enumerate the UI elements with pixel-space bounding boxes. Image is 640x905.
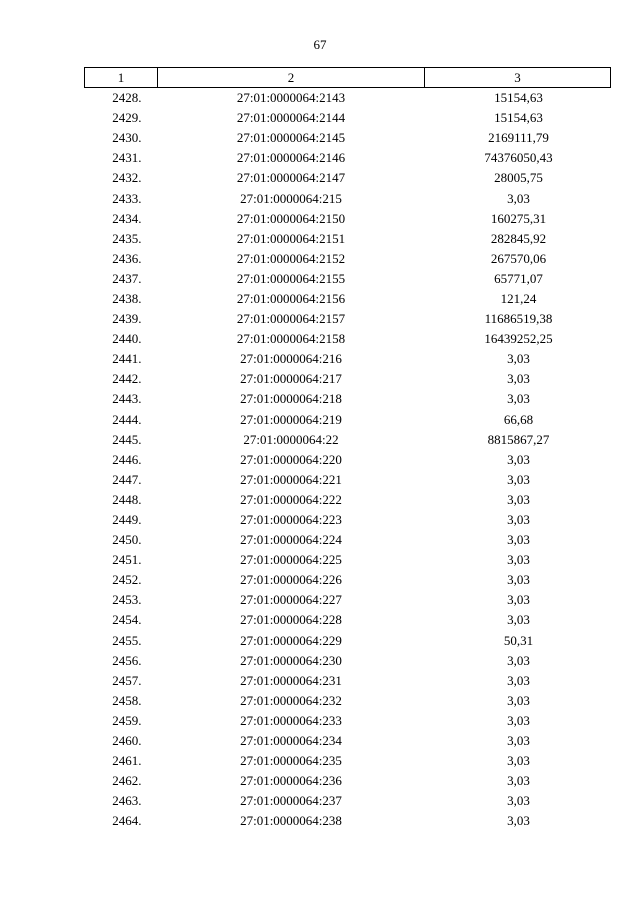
row-value: 2169111,79 <box>488 130 549 146</box>
table-row <box>85 510 611 530</box>
cadastral-table <box>84 67 610 831</box>
row-value: 11686519,38 <box>484 311 553 327</box>
table-row <box>85 691 611 711</box>
cadastral-number: 27:01:0000064:225 <box>240 552 342 568</box>
row-number: 2436. <box>112 250 142 266</box>
cadastral-number: 27:01:0000064:22 <box>243 431 339 447</box>
row-number: 2438. <box>112 290 142 306</box>
table-row <box>85 470 611 490</box>
table-row <box>85 148 611 168</box>
row-number: 2449. <box>112 512 142 528</box>
row-value: 15154,63 <box>494 110 543 126</box>
row-number: 2437. <box>112 270 142 286</box>
table-row <box>85 731 611 751</box>
cadastral-number: 27:01:0000064:2146 <box>236 150 346 166</box>
row-number: 2457. <box>112 672 142 688</box>
row-value: 3,03 <box>507 572 530 588</box>
row-number: 2448. <box>112 491 142 507</box>
row-number: 2450. <box>112 532 142 548</box>
row-number: 2464. <box>112 813 142 829</box>
cadastral-number: 27:01:0000064:220 <box>240 451 342 467</box>
cadastral-number: 27:01:0000064:226 <box>240 572 342 588</box>
table-row <box>85 450 611 470</box>
cadastral-number: 27:01:0000064:229 <box>240 632 342 648</box>
cadastral-number: 27:01:0000064:236 <box>240 773 342 789</box>
row-number: 2433. <box>112 190 142 206</box>
row-value: 3,03 <box>507 532 530 548</box>
cadastral-number: 27:01:0000064:2156 <box>236 290 346 306</box>
row-value: 3,03 <box>507 712 530 728</box>
cadastral-number: 27:01:0000064:2143 <box>236 90 346 106</box>
row-number: 2447. <box>112 471 142 487</box>
table-row <box>85 631 611 651</box>
header-row <box>85 68 611 88</box>
cadastral-number: 27:01:0000064:221 <box>240 471 342 487</box>
row-number: 2442. <box>112 371 142 387</box>
row-number: 2462. <box>112 773 142 789</box>
cadastral-number: 27:01:0000064:231 <box>240 672 342 688</box>
row-value: 3,03 <box>507 612 530 628</box>
cadastral-number: 27:01:0000064:2155 <box>236 270 346 286</box>
table-row <box>85 711 611 731</box>
row-value: 3,03 <box>507 793 530 809</box>
row-number: 2458. <box>112 692 142 708</box>
cadastral-number: 27:01:0000064:2150 <box>236 210 346 226</box>
cadastral-number: 27:01:0000064:2157 <box>236 311 346 327</box>
row-value: 3,03 <box>507 672 530 688</box>
column-header-1: 1 <box>85 68 158 88</box>
table-row <box>85 570 611 590</box>
cadastral-number: 27:01:0000064:227 <box>240 592 342 608</box>
row-value: 15154,63 <box>494 90 543 106</box>
row-value: 3,03 <box>507 391 530 407</box>
table-row <box>85 108 611 128</box>
row-value: 3,03 <box>507 451 530 467</box>
cadastral-number: 27:01:0000064:237 <box>240 793 342 809</box>
row-number: 2440. <box>112 331 142 347</box>
table-row <box>85 610 611 630</box>
table-row <box>85 309 611 329</box>
cadastral-number: 27:01:0000064:2145 <box>236 130 346 146</box>
cadastral-number: 27:01:0000064:2151 <box>236 230 346 246</box>
row-number: 2429. <box>112 110 142 126</box>
row-number: 2441. <box>112 351 142 367</box>
table-row <box>85 791 611 811</box>
row-value: 3,03 <box>507 813 530 829</box>
row-number: 2460. <box>112 733 142 749</box>
table-row <box>85 369 611 389</box>
row-value: 267570,06 <box>490 250 547 266</box>
row-value: 3,03 <box>507 773 530 789</box>
cadastral-number: 27:01:0000064:2147 <box>236 170 346 186</box>
column-header-2: 2 <box>158 68 425 88</box>
table-header <box>85 68 611 88</box>
row-value: 3,03 <box>507 652 530 668</box>
row-value: 8815867,27 <box>487 431 550 447</box>
row-number: 2456. <box>112 652 142 668</box>
table-row <box>85 410 611 430</box>
table-row <box>85 651 611 671</box>
table-row <box>85 771 611 791</box>
row-value: 3,03 <box>507 552 530 568</box>
cadastral-number: 27:01:0000064:232 <box>240 692 342 708</box>
row-number: 2453. <box>112 592 142 608</box>
row-value: 28005,75 <box>494 170 543 186</box>
cadastral-number: 27:01:0000064:218 <box>240 391 342 407</box>
cadastral-number: 27:01:0000064:222 <box>240 491 342 507</box>
row-value: 3,03 <box>507 753 530 769</box>
table-row <box>85 811 611 831</box>
table-row <box>85 269 611 289</box>
table-row <box>85 671 611 691</box>
row-number: 2434. <box>112 210 142 226</box>
row-value: 3,03 <box>507 471 530 487</box>
cadastral-number: 27:01:0000064:234 <box>240 733 342 749</box>
row-number: 2445. <box>112 431 142 447</box>
cadastral-number: 27:01:0000064:224 <box>240 532 342 548</box>
cadastral-number: 27:01:0000064:233 <box>240 712 342 728</box>
table-row <box>85 490 611 510</box>
row-number: 2452. <box>112 572 142 588</box>
cadastral-number: 27:01:0000064:2144 <box>236 110 346 126</box>
table-row <box>85 289 611 309</box>
cadastral-number: 27:01:0000064:238 <box>240 813 342 829</box>
row-number: 2428. <box>112 90 142 106</box>
row-number: 2431. <box>112 150 142 166</box>
table-row <box>85 530 611 550</box>
data-table <box>84 67 611 831</box>
cadastral-number: 27:01:0000064:230 <box>240 652 342 668</box>
row-value: 16439252,25 <box>484 331 553 347</box>
row-number: 2459. <box>112 712 142 728</box>
row-number: 2443. <box>112 391 142 407</box>
row-value: 121,24 <box>500 290 537 306</box>
cadastral-number: 27:01:0000064:235 <box>240 753 342 769</box>
cadastral-number: 27:01:0000064:223 <box>240 512 342 528</box>
cadastral-number: 27:01:0000064:215 <box>240 190 342 206</box>
table-row <box>85 329 611 349</box>
table-row <box>85 188 611 208</box>
table-row <box>85 128 611 148</box>
row-value: 160275,31 <box>490 210 547 226</box>
cadastral-number: 27:01:0000064:219 <box>240 411 342 427</box>
row-number: 2432. <box>112 170 142 186</box>
table-row <box>85 229 611 249</box>
row-value: 3,03 <box>507 351 530 367</box>
cadastral-number: 27:01:0000064:216 <box>240 351 342 367</box>
row-number: 2435. <box>112 230 142 246</box>
cadastral-number: 27:01:0000064:217 <box>240 371 342 387</box>
row-value: 3,03 <box>507 190 530 206</box>
column-header-3: 3 <box>425 68 611 88</box>
table-row <box>85 349 611 369</box>
row-value: 50,31 <box>503 632 534 648</box>
cadastral-number: 27:01:0000064:2152 <box>236 250 346 266</box>
table-row <box>85 249 611 269</box>
row-number: 2446. <box>112 451 142 467</box>
row-number: 2444. <box>112 411 142 427</box>
table-row <box>85 751 611 771</box>
row-value: 3,03 <box>507 371 530 387</box>
table-row <box>85 550 611 570</box>
row-number: 2439. <box>112 311 142 327</box>
row-value: 74376050,43 <box>484 150 553 166</box>
row-value: 282845,92 <box>490 230 547 246</box>
row-number: 2430. <box>112 130 142 146</box>
row-value: 65771,07 <box>494 270 543 286</box>
cadastral-number: 27:01:0000064:2158 <box>236 331 346 347</box>
table-row <box>85 389 611 409</box>
cadastral-number: 27:01:0000064:228 <box>240 612 342 628</box>
table-row <box>85 209 611 229</box>
row-number: 2451. <box>112 552 142 568</box>
row-value: 3,03 <box>507 491 530 507</box>
page-number: 67 <box>313 37 327 52</box>
table-row <box>85 168 611 188</box>
row-number: 2454. <box>112 612 142 628</box>
row-number: 2461. <box>112 753 142 769</box>
table-row <box>85 430 611 450</box>
row-value: 3,03 <box>507 592 530 608</box>
row-number: 2455. <box>112 632 142 648</box>
table-row <box>85 88 611 109</box>
row-value: 3,03 <box>507 692 530 708</box>
row-value: 3,03 <box>507 733 530 749</box>
table-row <box>85 590 611 610</box>
row-number: 2463. <box>112 793 142 809</box>
table-body <box>85 88 611 832</box>
row-value: 66,68 <box>503 411 534 427</box>
row-value: 3,03 <box>507 512 530 528</box>
